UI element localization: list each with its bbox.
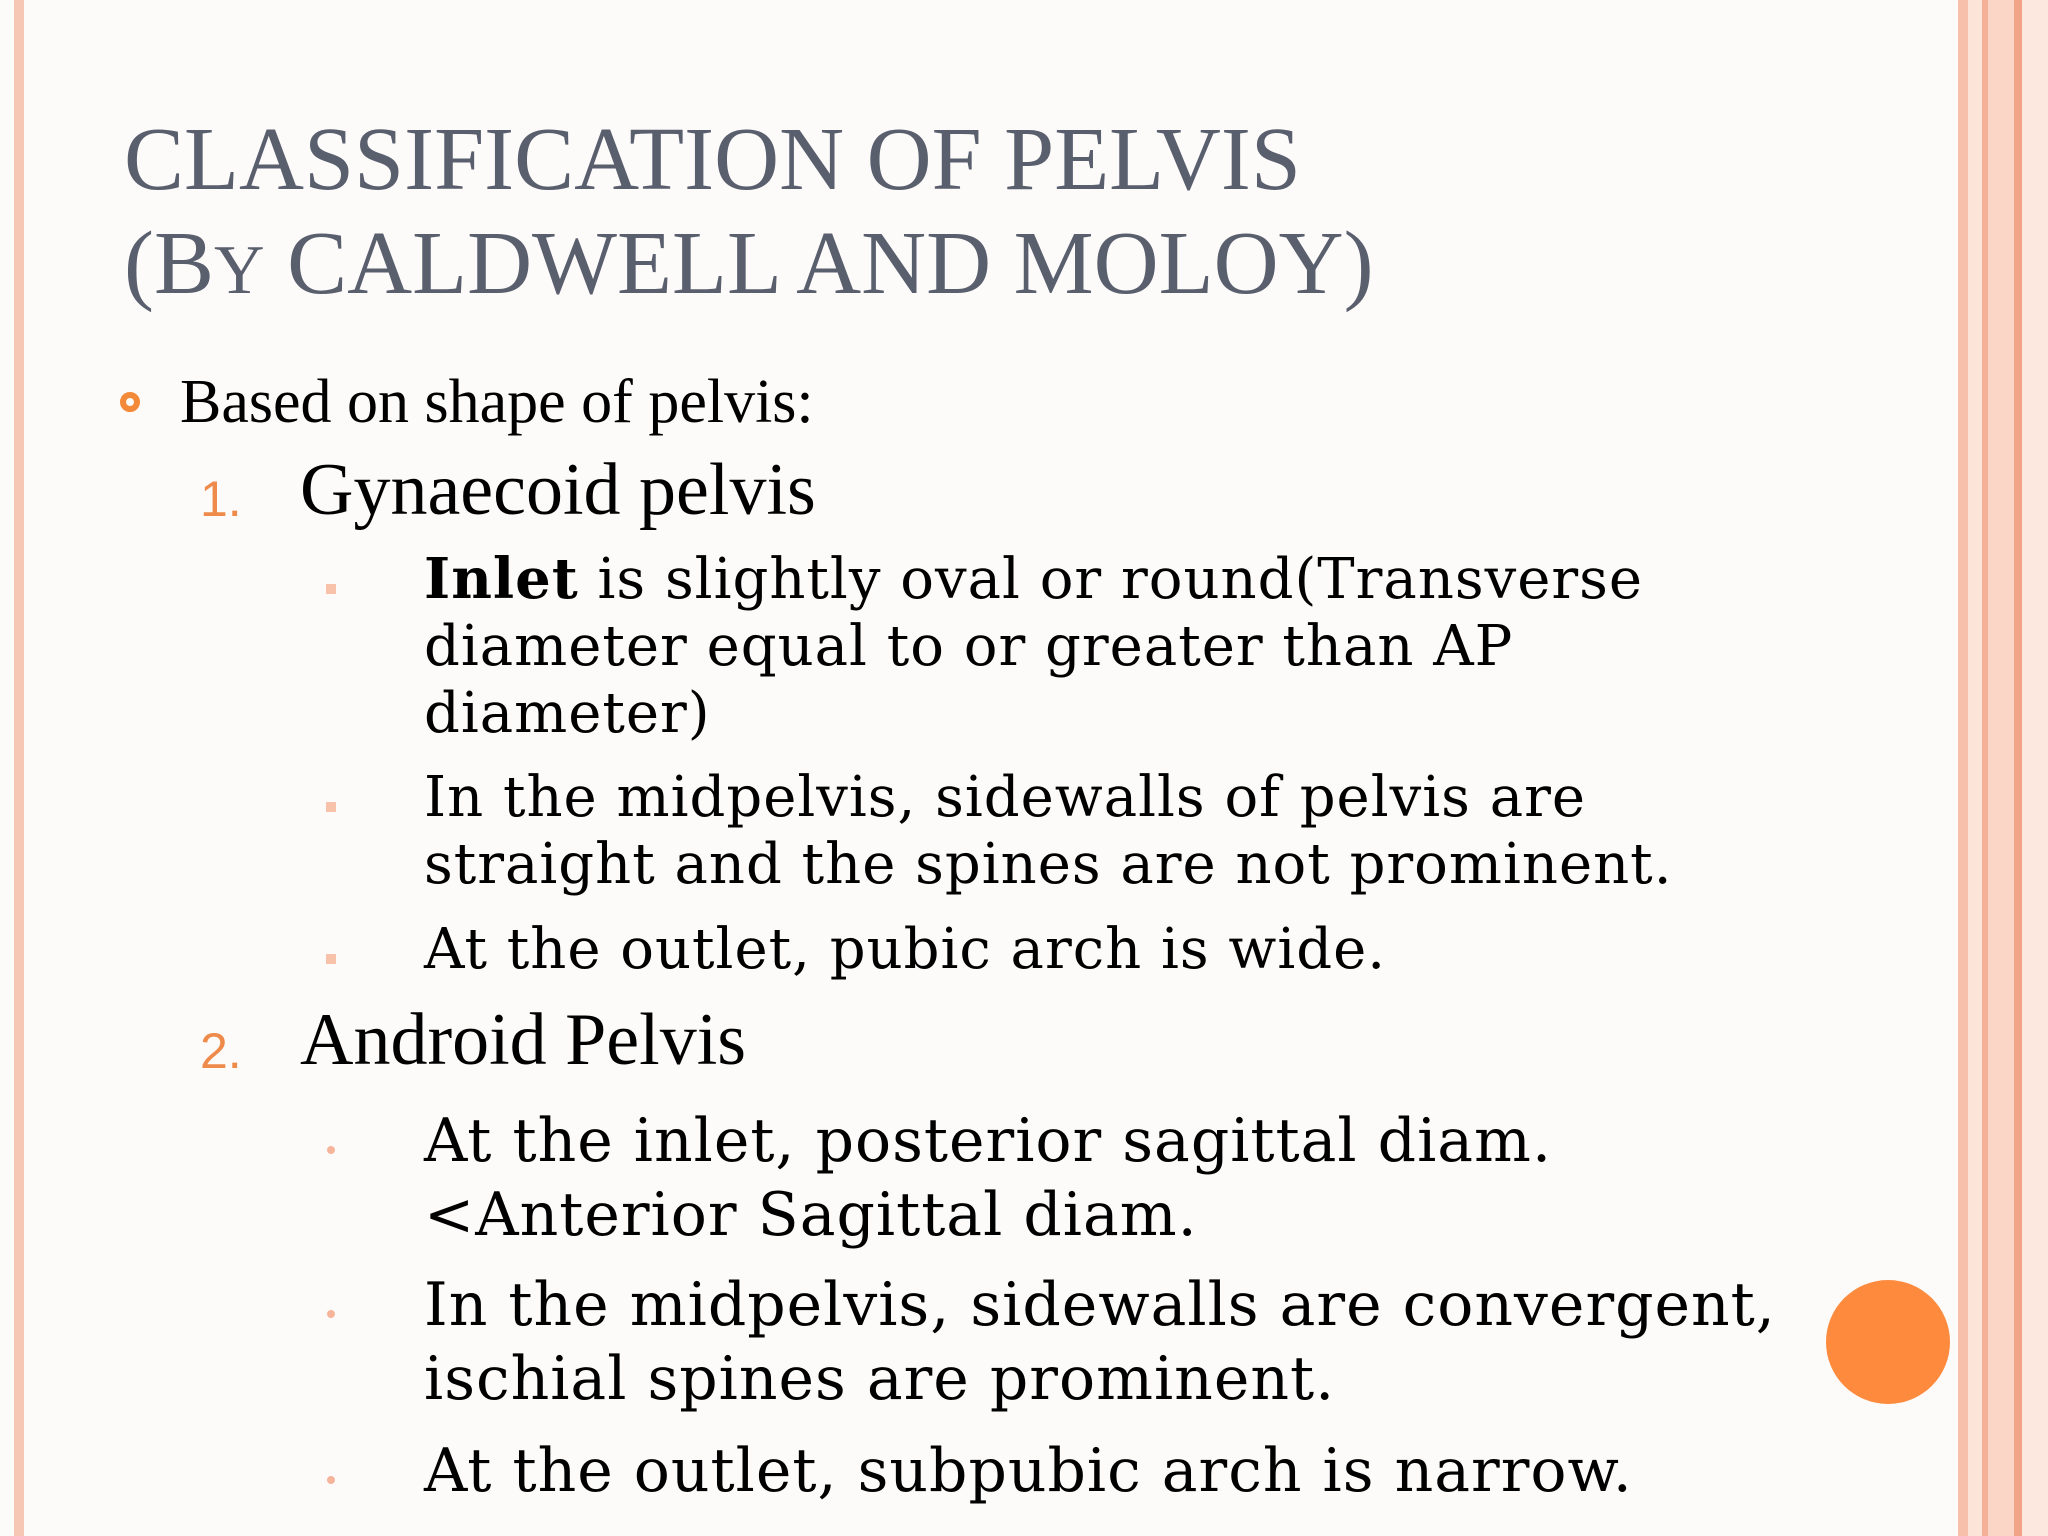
right-border-stripe [1968,0,1982,1536]
title-line-2-rest: CALDWELL AND MOLOY) [264,214,1374,313]
list-item [424,1268,1804,1416]
square-bullet-icon [326,802,336,812]
list-item-text: is slightly oval or round(Transverse diameter equal to or greater than AP diameter) [424,547,1644,746]
square-bullet-icon [326,584,336,594]
dot-bullet-icon [327,1310,335,1318]
section-number: 1. [200,471,242,527]
section-heading: Android Pelvis [300,999,747,1081]
title-line-1: CLASSIFICATION OF PELVIS [124,110,1301,209]
orange-circle-decoration [1826,1280,1950,1404]
intro-text: Based on shape of pelvis: [180,368,814,436]
square-bullet-icon [326,954,336,964]
list-item [424,1104,1804,1252]
list-item [424,1434,1804,1508]
title-line-2 [124,214,1374,313]
ring-bullet-icon [120,392,140,412]
list-item [424,916,1764,983]
list-item-text: At the inlet, posterior sagittal diam.<Anterior Sagittal diam. [424,1106,1553,1250]
title-line-2-smallcap: Y [214,232,265,309]
list-item [424,546,1764,747]
dot-bullet-icon [327,1476,335,1484]
section-heading: Gynaecoid pelvis [300,449,816,531]
list-item-text: In the midpelvis, sidewalls are convergent, ischial spines are prominent. [424,1270,1776,1414]
left-border-decoration [14,0,24,1536]
slide-title [124,108,1904,323]
right-border-stripe [2014,0,2022,1536]
dot-bullet-icon [327,1146,335,1154]
list-item-bold: Inlet [424,546,579,612]
list-item-text: In the midpelvis, sidewalls of pelvis are straight and the spines are not prominent. [424,765,1673,897]
right-border-stripe [2022,0,2048,1536]
right-border-stripe [1958,0,1968,1536]
list-item-text: At the outlet, pubic arch is wide. [424,917,1387,982]
list-item-text: At the outlet, subpubic arch is narrow. [424,1436,1633,1506]
right-border-stripe [1988,0,2014,1536]
section-number: 2. [200,1023,242,1079]
list-item [424,764,1764,898]
title-line-2-open: (B [124,214,214,313]
